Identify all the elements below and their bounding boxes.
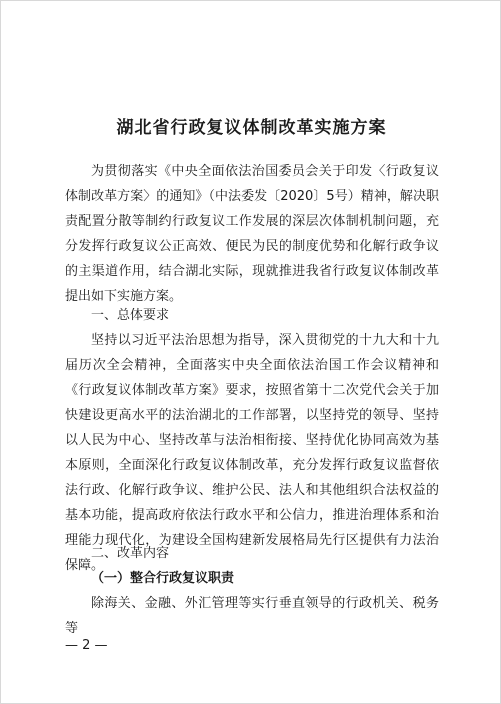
document-title: 湖北省行政复议体制改革实施方案 (116, 118, 387, 138)
content-paragraph: 除海关、金融、外汇管理等实行垂直领导的行政机关、税务等 (65, 596, 439, 636)
section-heading-general-requirements: 一、总体要求 (91, 308, 170, 323)
intro-paragraph: 为贯彻落实《中央全面依法治国委员会关于印发〈行政复议体制改革方案〉的通知》（中法委发〔2020〕5号）精神，解决职责配置分散等制约行政复议工作发展的深层次体制机制问题，充分发挥行政复议公正高效、便民为民的制度优势和化解行政争议的主渠道作用，结合湖北实际，现就推进我省行政复议体制改革提出如下实施方案。 (65, 164, 439, 304)
requirements-paragraph: 坚持以习近平法治思想为指导，深入贯彻党的十九大和十九届历次全会精神，全面落实中央全面依法治国工作会议精神和《行政复议体制改革方案》要求，按照省第十二次党代会关于加快建设更高水平的法治湖北的工作部署，以坚持党的领导、坚持以人民为中心、坚持改革与法治相衔接、坚持优化协同高效为基本原则，全面深化行政复议体制改革，充分发挥行政复议监督依法行政、化解行政争议、维护公民、法人和其他组织合法权益的基本功能，提高政府依法行政水平和公信力，推进治理体系和治理能力现代化，为建设全国构建新发展格局先行区提供有力法治保障。 (65, 333, 439, 573)
section-heading-reform-content: 二、改革内容 (91, 546, 170, 561)
subsection-heading-integrate-duties: （一）整合行政复议职责 (91, 571, 235, 586)
page-number: — 2 — (65, 638, 108, 653)
